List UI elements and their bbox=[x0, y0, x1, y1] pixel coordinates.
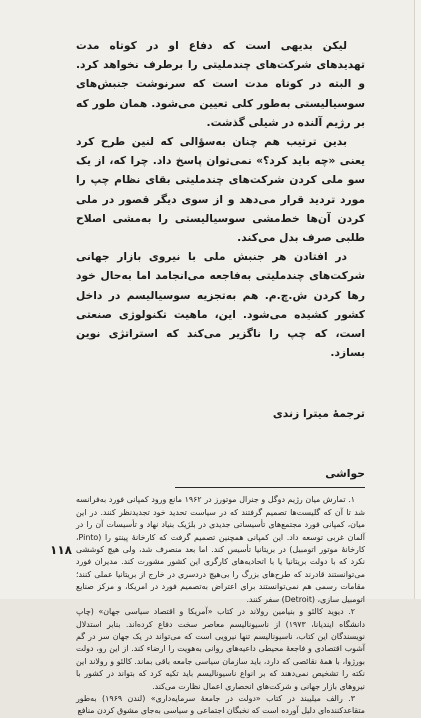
notes-title: حواشی bbox=[325, 467, 365, 481]
footnote: ۲. دیوید کالئو و بنیامین رولاند در کتاب «آمریکا و اقتصاد سیاسی جهان» (چاپ دانشگاه ایندیانا، ۱۹۷۳) از ناسیونالیسم معاصر سخت دفاع کرده‌اند. بنابر استدلال نویسندگان این کتاب، ناسیونالیسم تنها نیرویی است که می‌تواند در یک جهان سر در گم آشوب اقتصادی و فاجعهٔ محیطی داعیه‌های روانی به‌هویت را ارضاء کند. از این رو، دولت بورژوا، با همهٔ نقائصی که دارد، باید سازمان سیاسی جامعه باقی بماند. کالئو و رولاند این نکته را تشخیص نمی‌دهند که بر انواع ناسیونالیسم باید تکیه کرد که بتواند در کشور با نیروهای بازار جهانی و شرکت‌های انحصاری اعمال نظارت می‌کند. bbox=[76, 607, 365, 691]
paragraph: در افتادن هر جنبش ملی با نیروی بازار جهانی شرکت‌های چندملیتی به‌فاجعه می‌انجامد اما به‌حال خود رها کردن ش.چ.م. هم به‌تجزیه سوسیالیسم در داخل کشور کشیده می‌شود. این، ماهیت تکنولوژی صنعتی است، که چپ را ناگزیر می‌کند که استراتژی نوین بسازد. bbox=[76, 250, 365, 360]
translator-credit: ترجمهٔ میترا زندی bbox=[272, 407, 365, 421]
footnote: ۱. تمارش میان رژیم دوگل و جنرال موتورز در ۱۹۶۲ مانع ورود کمپانی فورد به‌فرانسه شد تا آن که گلیست‌ها تصمیم گرفتند که در سیاست تحدید خود تجدیدنظر کنند. در این میان، کمپانی فورد مجتمع‌های تأسیساتی جدیدی در بلژیک بنیاد نهاد و تأسیسات آن را در آلمان غربی توسعه داد. این کمپانی همچنین تصمیم گرفت که کارخانهٔ پینتو را (Pinto، کارخانهٔ موتور اتومبیل) در بریتانیا تأسیس کند. اما بعد منصرف شد، ولی هیچ کوششی نکرد که با دولت بریتانیا یا با اتحادیه‌های کارگری این کشور مشورت کند. مدیران فورد می‌توانستند قادرند که طرح‌های بزرگ را بی‌هیچ دردسری در خارج از بریتانیا عملی کنند؛ مقامات رسمی هم نمی‌توانستند برای اعتراض به‌تصمیم فورد در امریکا، و مرکز صنایع اتومبیل سازی، (Detroit) سفر کنند. bbox=[76, 495, 365, 604]
body-text bbox=[76, 36, 365, 362]
paragraph: بدین ترتیب هم چنان به‌سؤالی که لنین طرح کرد یعنی «چه باید کرد؟» نمی‌توان پاسخ داد. چرا که، از یک سو ملی کردن شرکت‌های چندملیتی بقای نظام چپ را مورد تردید قرار می‌دهد و از سوی دیگر قصور در ملی کردن آن‌ها خط‌مشی سوسیالیستی را به‌مشی اصلاح طلبی صرف بدل می‌کند. bbox=[76, 135, 365, 245]
footnotes bbox=[76, 494, 365, 717]
page-number: ۱۱۸ bbox=[50, 543, 72, 557]
footnote: ۳. رالف میلیبند در کتاب «دولت در جامعهٔ سرمایه‌داری» (لندن ۱۹۶۹) به‌طور متقاعدکننده‌ای دلیل آورده است که نخبگان اجتماعی و سیاسی به‌جای مشوق کردن منافع bbox=[76, 693, 365, 716]
page-content bbox=[76, 36, 365, 716]
paragraph: لیکن بدیهی است که دفاع او در کوتاه مدت تهدیدهای شرکت‌های چندملیتی را برطرف نخواهد کرد. و البته در کوتاه مدت است که سرنوشت جنبش‌های سوسیالیستی به‌طور کلی تعیین می‌شود. همان طور که بر رژیم آلنده در شیلی گذشت. bbox=[76, 39, 365, 129]
notes-divider bbox=[175, 487, 365, 488]
